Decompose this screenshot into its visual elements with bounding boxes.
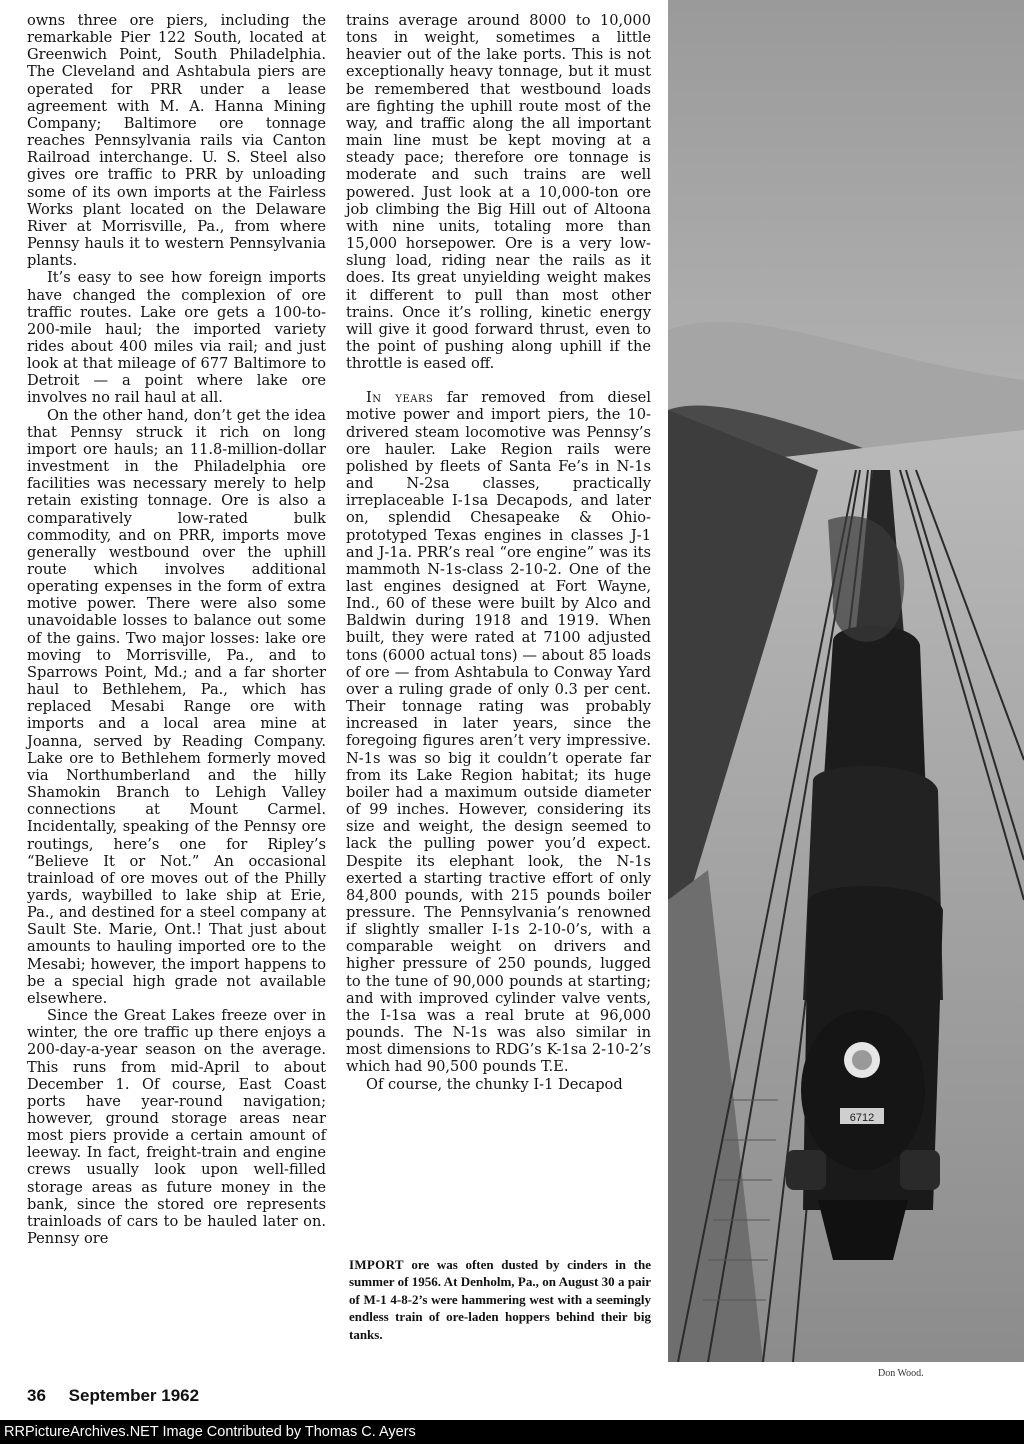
paragraph: trains average around 8000 to 10,000 tons in weight, sometimes a little heavier out of the lake ports. This is not exceptionally heavy tonnage, but it must be remembered that westbound loads are fighting the uphill route most of the way, and traffic along the all important main line must be kept moving at a steady pace; therefore ore tonnage is moderate and such trains are well powered. Just look at a 10,000-ton ore job climbing the Big Hill out of Altoona with nine units, totaling more than 15,000 horsepower. Ore is a very low-slung load, riding near the rails as it does. Its great unyielding weight makes it different to pull than most other trains. Once it’s rolling, kinetic energy will give it good forward thrust, even to the point of pushing along uphill if the throttle is eased off. [346,12,651,373]
issue-date: September 1962 [68,1386,200,1405]
photo-caption [349,1256,651,1343]
photo-credit: Don Wood. [878,1368,924,1379]
article-column-2 [346,12,651,1093]
locomotive-photo [668,0,1024,1362]
article-column-1 [27,12,326,1247]
watermark-bar: RRPictureArchives.NET Image Contributed by Thomas C. Ayers [0,1420,1024,1444]
paragraph: Since the Great Lakes freeze over in winter, the ore traffic up there enjoys a 200-day-a-year season on the average. This runs from mid-April to about December 1. Of course, East Coast ports have year-round navigation; however, ground storage areas near most piers provide a certain amount of leeway. In fact, freight-train and engine crews usually look upon well-filled storage areas as future money in the bank, since the stored ore represents trainloads of cars to be hauled later on. Pennsy ore [27,1007,326,1248]
page-number: 36 [27,1386,46,1405]
paragraph: owns three ore piers, including the remarkable Pier 122 South, located at Greenwich Point, South Philadelphia. The Cleveland and Ashtabula piers are operated for PRR under a lease agreement with M. A. Hanna Mining Company; Baltimore ore tonnage reaches Pennsylvania rails via Canton Railroad interchange. U. S. Steel also gives ore traffic to PRR by unloading some of its own imports at the Fairless Works plant located on the Delaware River at Morrisville, Pa., from where Pennsy hauls it to western Pennsylvania plants. [27,12,326,270]
page-footer [27,1386,199,1406]
paragraph: Of course, the chunky I-1 Decapod [366,1075,623,1093]
caption-text: ore was often dusted by cinders in the summer of 1956. At Denholm, Pa., on August 30 a pair of M-1 4-8-2’s were hammering west with a seemingly endless train of ore-laden hoppers behind their big tanks. [349,1257,651,1342]
paragraph: On the other hand, don’t get the idea that Pennsy struck it rich on long import ore hauls; an 11.8-million-dollar investment in the Philadelphia ore facilities was necessary merely to help retain existing tonnage. Ore is also a comparatively low-rated bulk commodity, and on PRR, imports move generally westbound over the uphill route which involves additional operating expenses in the form of extra motive power. There were also some unavoidable losses to balance out some of the gains. Two major losses: lake ore moving to Morrisville, Pa., and to Sparrows Point, Md.; and a far shorter haul to Bethlehem, Pa., which has replaced Mesabi Range ore with imports and a local area mine at Joanna, served by Reading Company. Lake ore to Bethlehem formerly moved via Northumberland and the hilly Shamokin Branch to Lehigh Valley connections at Mount Carmel. Incidentally, speaking of the Pennsy ore routings, here’s one for Ripley’s “Believe It or Not.” An occasional trainload of ore moves out of the Philly yards, waybilled to lake ship at Erie, Pa., and destined for a steel company at Sault Ste. Marie, Ont.! That just about amounts to hauling imported ore to the Mesabi; however, the import happens to be a special high grade not available elsewhere. [27,406,326,1007]
caption-lead: IMPORT [349,1257,404,1272]
section-lead-in: In years [366,389,434,407]
locomotive-number-plate: 6712 [849,1112,875,1124]
paragraph [346,389,651,1075]
paragraph: It’s easy to see how foreign imports have changed the complexion of ore traffic routes. Lake ore gets a 100-to-200-mile haul; the imported variety rides about 400 miles via rail; and just look at that mileage of 677 Baltimore to Detroit — a point where lake ore involves no rail haul at all. [27,269,326,407]
paragraph-text: far removed from diesel motive power and import piers, the 10-drivered steam locomotive was Pennsy’s ore hauler. Lake Region rails were polished by fleets of Santa Fe’s in N-1s and N-2sa classes, practically irreplaceable I-1sa Decapods, and later on, splendid Chesapeake & Ohio-prototyped Texas engines in classes J-1 and J-1a. PRR’s real “ore engine” was its mammoth N-1s-class 2-10-2. One of the last engines designed at Fort Wayne, Ind., 60 of these were built by Alco and Baldwin during 1918 and 1919. When built, they were rated at 7100 adjusted tons (6000 actual tons) — about 85 loads of ore — from Ashtabula to Conway Yard over a ruling grade of only 0.3 per cent. Their tonnage rating was probably increased in later years, since the foregoing figures aren’t very impressive. N-1s was so big it couldn’t operate far from its Lake Region habitat; its huge boiler had a maximum outside diameter of 99 inches. However, considering its size and weight, the design seemed to lack the pulling power you’d expect. Despite its elephant look, the N-1s exerted a starting tractive effort of only 84,800 pounds, with 215 pounds boiler pressure. The Pennsylvania’s renowned if slightly smaller I-1s 2-10-0’s, with a comparable weight on drivers and higher pressure of 250 pounds, lugged to the tune of 90,000 pounds at starting; and with improved cylinder valve vents, the I-1sa was a real brute at 96,000 pounds. The N-1s was also similar in most dimensions to RDG’s K-1sa 2-10-2’s which had 90,500 pounds T.E. [346,389,651,1076]
